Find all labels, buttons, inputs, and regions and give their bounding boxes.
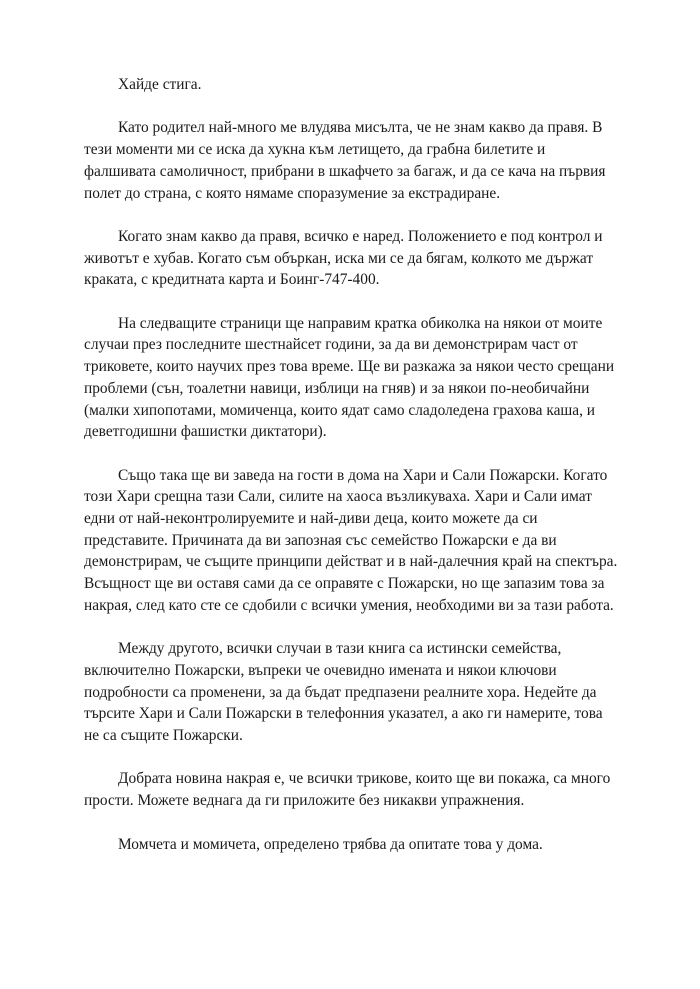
- paragraph-7: Добрата новина накрая е, че всички трикове, които ще ви покажа, са много прости. Можете веднага да ги приложите без никакви упражнения.: [84, 770, 611, 810]
- paragraph-1: Хайде стига.: [118, 76, 202, 93]
- paragraph-3: Когато знам какво да правя, всичко е наред. Положението е под контрол и животът е хубав. Когато съм объркан, искa ми се да бягам, колкото ме държат краката, с кредитната карта и Боинг-747-400.: [84, 227, 603, 289]
- body-text: [84, 74, 620, 877]
- paragraph-5: Също така ще ви заведа на гости в дома на Хари и Сали Пожарски. Когато този Хари срещна тази Сали, силите на хаоса възликуваха. Хари и Сали имат едни от най-неконтролируемите и най-диви деца, които можете да си представите. Причината да ви запозная със семейство Пожарски е да ви демонстрирам, че същите принципи действат и в най-далечния край на спектъра. Всъщност ще ви оставя сами да се оправяте с Пожарски, но ще запазим това за накрая, след като сте се сдобили с всички умения, необходими ви за тази работа.: [84, 466, 618, 614]
- paragraph-2: Като родител най-много ме влудява мисълта, че не знам какво да правя. В тези моменти ми се иска да хукна към летището, да грабна билетите и фалшивата самоличност, прибрани в шкафчето за багаж, и да се кача на първия полет до страна, с която нямаме споразумение за екстрадиране.: [84, 119, 606, 202]
- paragraph-4: На следващите страници ще направим кратка обиколка на някои от моите случаи през последните шестнайсет години, за да ви демонстрирам част от триковете, които научих през това време. Ще ви разкажа за някои често срещани проблеми (сън, тоалетни навици, изблици на гняв) и за някои по-необичайни (малки хипопотами, момиченца, които ядат само сладоледена грахова каша, и деветгодишни фашистки диктатори).: [84, 314, 615, 441]
- paragraph-6: Между другото, всички случаи в тази книга са истински семейства, включително Пожарски, въпреки че очевидно имената и някои ключови подробности са променени, за да бъдат предпазени реалните хора. Недейте да търсите Хари и Сали Пожарски в телефонния указател, а ако ги намерите, това не са същите Пожарски.: [84, 640, 603, 745]
- paragraph-8: Момчета и момичета, определено трябва да опитате това у дома.: [118, 835, 543, 853]
